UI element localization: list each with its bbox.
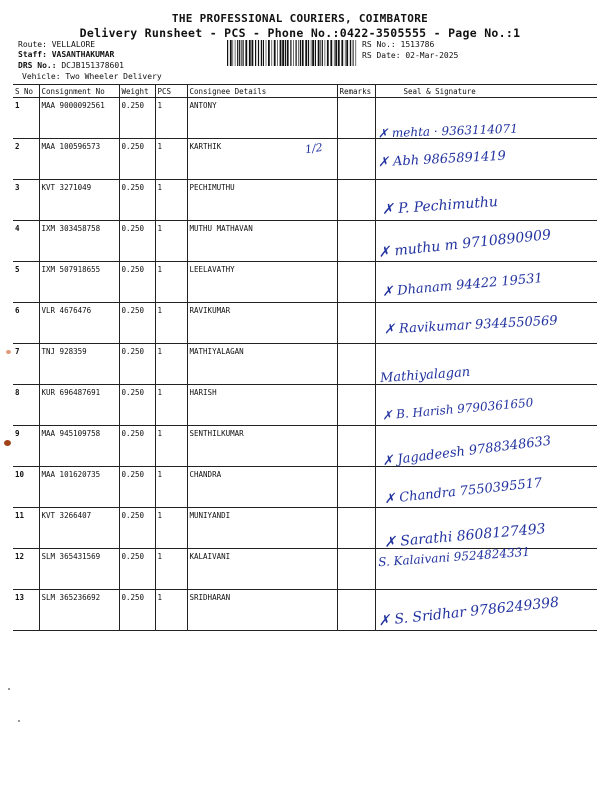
vehicle-line	[22, 72, 162, 82]
cell-consignment: KUR 696487691	[39, 385, 119, 426]
barcode-bar	[290, 40, 291, 66]
stain-mark	[6, 350, 11, 354]
cell-sno: 4	[13, 221, 39, 262]
cell-pcs: 1	[155, 180, 187, 221]
vehicle-value: Two Wheeler Delivery	[65, 72, 162, 81]
company-title: THE PROFESSIONAL COURIERS, COIMBATORE	[171, 12, 429, 25]
cell-consignment: IXM 507918655	[39, 262, 119, 303]
barcode-bar	[230, 40, 232, 66]
barcode-bar	[325, 40, 326, 66]
handwritten-signature: ✗ Abh 9865891419	[377, 148, 507, 171]
cell-remarks	[337, 549, 375, 590]
rs-date-value: 02-Mar-2025	[405, 51, 459, 60]
cell-remarks	[337, 303, 375, 344]
cell-consignee: MATHIYALAGAN	[187, 344, 337, 385]
barcode-bar	[268, 40, 270, 66]
cell-consignment: MAA 945109758	[39, 426, 119, 467]
column-header-consignment: Consignment No	[39, 85, 119, 98]
staff-value: VASANTHAKUMAR	[51, 50, 115, 59]
handwritten-signature: ✗ Sarathi 8608127493	[383, 520, 547, 552]
barcode-bar	[285, 40, 286, 66]
barcode-bar	[280, 40, 282, 66]
cell-remarks	[337, 180, 375, 221]
barcode-bar	[245, 40, 247, 66]
cell-sno: 7	[13, 344, 39, 385]
cell-pcs: 1	[155, 98, 187, 139]
barcode-bar	[274, 40, 276, 66]
cell-remarks	[337, 139, 375, 180]
barcode-bar	[266, 40, 267, 66]
barcode-bar	[263, 40, 264, 66]
staff-line	[18, 50, 114, 60]
route-line	[18, 40, 95, 50]
cell-sno: 12	[13, 549, 39, 590]
cell-consignment: TNJ 928359	[39, 344, 119, 385]
handwritten-signature: ✗ B. Harish 9790361650	[381, 395, 534, 423]
cell-weight: 0.250	[119, 221, 155, 262]
cell-consignee: SENTHILKUMAR	[187, 426, 337, 467]
cell-weight: 0.250	[119, 180, 155, 221]
runsheet-subtitle: Delivery Runsheet - PCS - Phone No.:0422-3505555 - Page No.:1	[79, 26, 521, 40]
cell-consignment: IXM 303458758	[39, 221, 119, 262]
barcode-bar	[320, 40, 321, 66]
barcode-bar	[233, 40, 234, 66]
barcode-bar	[237, 40, 238, 66]
barcode-bar	[346, 40, 348, 66]
barcode-bar	[252, 40, 254, 66]
cell-consignee: HARISH	[187, 385, 337, 426]
column-header-sno: S No	[13, 85, 39, 98]
barcode-bar	[300, 40, 301, 66]
cell-sno: 8	[13, 385, 39, 426]
barcode-bar	[318, 40, 320, 66]
barcode-bar	[322, 40, 323, 66]
barcode-bar	[305, 40, 307, 66]
handwritten-signature: ✗ Jagadeesh 9788348633	[381, 433, 552, 470]
cell-consignee: MUTHU MATHAVAN	[187, 221, 337, 262]
cell-remarks	[337, 385, 375, 426]
cell-consignee: SRIDHARAN	[187, 590, 337, 631]
handwritten-signature: S. Kalaivani 9524824331	[377, 544, 531, 570]
barcode-bar	[277, 40, 278, 66]
column-header-weight: Weight	[119, 85, 155, 98]
barcode-bar	[356, 40, 357, 66]
barcode-bar	[296, 40, 297, 66]
cell-remarks	[337, 508, 375, 549]
barcode-bar	[243, 40, 244, 66]
barcode-bar	[255, 40, 256, 66]
barcode-bar	[335, 40, 337, 66]
column-header-remarks: Remarks	[337, 85, 375, 98]
barcode-bar	[308, 40, 309, 66]
speck	[8, 688, 10, 690]
cell-weight: 0.250	[119, 549, 155, 590]
cell-weight: 0.250	[119, 467, 155, 508]
table-header-row	[13, 85, 597, 98]
barcode-bar	[345, 40, 346, 66]
cell-consignment: SLM 365431569	[39, 549, 119, 590]
drs-label: DRS No.:	[18, 61, 57, 70]
cell-remarks	[337, 467, 375, 508]
barcode-bar	[282, 40, 284, 66]
cell-pcs: 1	[155, 590, 187, 631]
cell-pcs: 1	[155, 303, 187, 344]
barcode-bar	[315, 40, 316, 66]
cell-remarks	[337, 590, 375, 631]
rs-no-label: RS No.:	[362, 40, 396, 49]
cell-sno: 5	[13, 262, 39, 303]
cell-pcs: 1	[155, 426, 187, 467]
cell-weight: 0.250	[119, 139, 155, 180]
barcode-bar	[350, 40, 351, 66]
cell-weight: 0.250	[119, 508, 155, 549]
cell-pcs: 1	[155, 549, 187, 590]
speck	[18, 720, 20, 722]
cell-remarks	[337, 221, 375, 262]
barcode-bar	[338, 40, 340, 66]
handwritten-signature: ✗ Dhanam 94422 19531	[381, 271, 544, 300]
cell-consignment: MAA 101620735	[39, 467, 119, 508]
cell-pcs: 1	[155, 385, 187, 426]
drs-line	[18, 61, 124, 71]
rs-no-value: 1513786	[400, 40, 435, 49]
cell-consignee: KARTHIK	[187, 139, 337, 180]
barcode-bar	[227, 40, 228, 66]
drs-value: DCJB151378601	[61, 61, 124, 70]
barcode-bar	[293, 40, 294, 66]
barcode-bar	[249, 40, 251, 66]
barcode-bar	[261, 40, 262, 66]
barcode-bar	[287, 40, 289, 66]
handwritten-signature: ✗ S. Sridhar 9786249398	[377, 594, 560, 630]
handwritten-signature: ✗ P. Pechimuthu	[381, 193, 499, 219]
cell-pcs: 1	[155, 139, 187, 180]
rs-no-line	[362, 40, 434, 50]
cell-consignee: KALAIVANI	[187, 549, 337, 590]
column-header-pcs: PCS	[155, 85, 187, 98]
handwritten-signature: ✗ Chandra 7550395517	[383, 475, 543, 508]
handwritten-signature: ✗ mehta · 9363114071	[377, 121, 519, 141]
cell-remarks	[337, 262, 375, 303]
cell-consignee: CHANDRA	[187, 467, 337, 508]
cell-pcs: 1	[155, 508, 187, 549]
cell-weight: 0.250	[119, 590, 155, 631]
route-value: VELLALORE	[51, 40, 96, 49]
cell-sno: 10	[13, 467, 39, 508]
cell-weight: 0.250	[119, 426, 155, 467]
barcode-bar	[302, 40, 304, 66]
cell-pcs: 1	[155, 262, 187, 303]
handwritten-signature: Mathiyalagan	[379, 364, 471, 387]
barcode-bar	[298, 40, 299, 66]
cell-sno: 2	[13, 139, 39, 180]
vehicle-label: Vehicle:	[22, 72, 61, 81]
handwritten-signature: ✗ muthu m 9710890909	[377, 226, 552, 262]
barcode-bar	[235, 40, 236, 66]
route-label: Route:	[18, 40, 47, 49]
cell-sno: 6	[13, 303, 39, 344]
cell-weight: 0.250	[119, 98, 155, 139]
cell-consignment: MAA 9000092561	[39, 98, 119, 139]
barcode	[227, 40, 359, 66]
barcode-bar	[312, 40, 314, 66]
barcode-bar	[311, 40, 312, 66]
cell-pcs: 1	[155, 467, 187, 508]
table-row	[13, 344, 597, 385]
cell-consignee: ANTONY	[187, 98, 337, 139]
barcode-bar	[334, 40, 335, 66]
cell-sno: 1	[13, 98, 39, 139]
stain-mark	[4, 440, 11, 446]
table-row	[13, 180, 597, 221]
cell-pcs: 1	[155, 221, 187, 262]
column-header-consignee: Consignee Details	[187, 85, 337, 98]
cell-remarks	[337, 344, 375, 385]
barcode-bar	[258, 40, 259, 66]
cell-weight: 0.250	[119, 262, 155, 303]
cell-consignment: MAA 100596573	[39, 139, 119, 180]
column-header-signature: Seal & Signature	[375, 85, 597, 98]
rs-date-line	[362, 51, 458, 61]
barcode-bar	[239, 40, 240, 66]
barcode-bar	[272, 40, 273, 66]
cell-weight: 0.250	[119, 344, 155, 385]
barcode-bar	[352, 40, 353, 66]
barcode-bar	[341, 40, 343, 66]
barcode-bar	[330, 40, 332, 66]
staff-label: Staff:	[18, 50, 47, 59]
barcode-bar	[241, 40, 242, 66]
cell-sno: 11	[13, 508, 39, 549]
cell-consignee: RAVIKUMAR	[187, 303, 337, 344]
cell-consignment: VLR 4676476	[39, 303, 119, 344]
cell-consignee: PECHIMUTHU	[187, 180, 337, 221]
cell-consignee: LEELAVATHY	[187, 262, 337, 303]
cell-weight: 0.250	[119, 385, 155, 426]
cell-sno: 9	[13, 426, 39, 467]
barcode-bar	[327, 40, 329, 66]
cell-sno: 13	[13, 590, 39, 631]
cell-remarks	[337, 98, 375, 139]
rs-date-label: RS Date:	[362, 51, 401, 60]
cell-consignment: KVT 3266407	[39, 508, 119, 549]
cell-consignment: SLM 365236692	[39, 590, 119, 631]
barcode-bar	[353, 40, 354, 66]
cell-pcs: 1	[155, 344, 187, 385]
handwritten-signature: ✗ Ravikumar 9344550569	[383, 313, 559, 338]
cell-sno: 3	[13, 180, 39, 221]
cell-consignee: MUNIYANDI	[187, 508, 337, 549]
cell-consignment: KVT 3271049	[39, 180, 119, 221]
cell-weight: 0.250	[119, 303, 155, 344]
remark-scribble: 1/2	[304, 140, 324, 157]
cell-remarks	[337, 426, 375, 467]
